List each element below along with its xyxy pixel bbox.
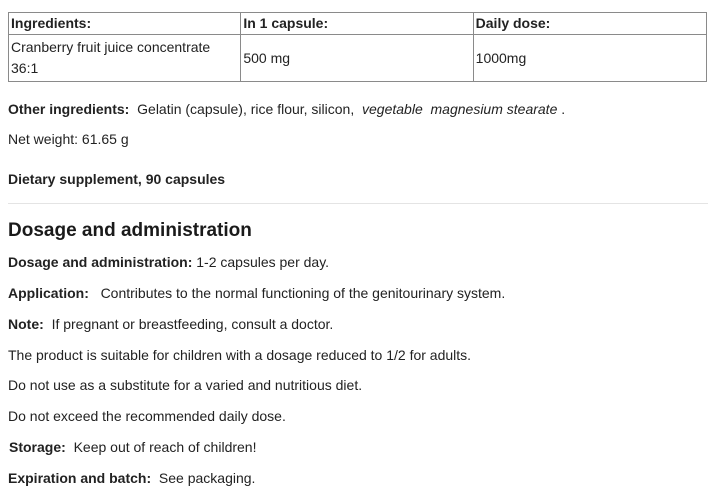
header-ingredients: Ingredients: <box>9 13 241 35</box>
other-ingredients-line <box>8 100 565 118</box>
other-ingredients-end: . <box>561 101 566 117</box>
note-label: Note: <box>8 316 44 332</box>
table-header-row <box>9 13 707 35</box>
header-per-capsule: In 1 capsule: <box>241 13 473 35</box>
other-ingredients-label: Other ingredients: <box>8 101 130 117</box>
application-text: Contributes to the normal functioning of the genitourinary system. <box>100 285 506 301</box>
application-label: Application: <box>8 285 89 301</box>
product-info-section <box>8 12 708 486</box>
dosage-label: Dosage and administration: <box>8 254 193 270</box>
header-daily-dose: Daily dose: <box>473 13 706 35</box>
section-divider <box>8 203 708 204</box>
expiration-text: See packaging. <box>158 470 256 486</box>
storage-label: Storage: <box>9 439 66 455</box>
expiration-label: Expiration and batch: <box>8 470 152 486</box>
children-dosage-text: The product is suitable for children with a dosage reduced to 1/2 for adults. <box>8 347 472 363</box>
net-weight: Net weight: 61.65 g <box>8 131 129 147</box>
section-title: Dosage and administration <box>8 220 252 241</box>
other-ingredients-italic: vegetable magnesium stearate <box>362 101 558 117</box>
cell-per-capsule: 500 mg <box>241 35 473 82</box>
note-text: If pregnant or breastfeeding, consult a doctor. <box>51 316 334 332</box>
application-line <box>8 284 505 302</box>
substitute-warning-text: Do not use as a substitute for a varied and nutritious diet. <box>8 377 363 393</box>
exceed-dose-warning-text: Do not exceed the recommended daily dose. <box>8 408 286 424</box>
ingredients-table <box>8 12 707 82</box>
storage-line <box>9 438 256 456</box>
table-row <box>9 35 707 82</box>
supplement-note: Dietary supplement, 90 capsules <box>8 171 226 187</box>
cell-ingredient-name: Cranberry fruit juice concentrate 36:1 <box>9 35 241 82</box>
dosage-text: 1-2 capsules per day. <box>196 254 330 270</box>
storage-text: Keep out of reach of children! <box>73 439 257 455</box>
cell-daily-dose: 1000mg <box>473 35 706 82</box>
other-ingredients-text: Gelatin (capsule), rice flour, silicon, <box>137 101 355 117</box>
note-line <box>8 315 333 333</box>
dosage-line <box>8 253 329 271</box>
expiration-line <box>8 469 255 487</box>
